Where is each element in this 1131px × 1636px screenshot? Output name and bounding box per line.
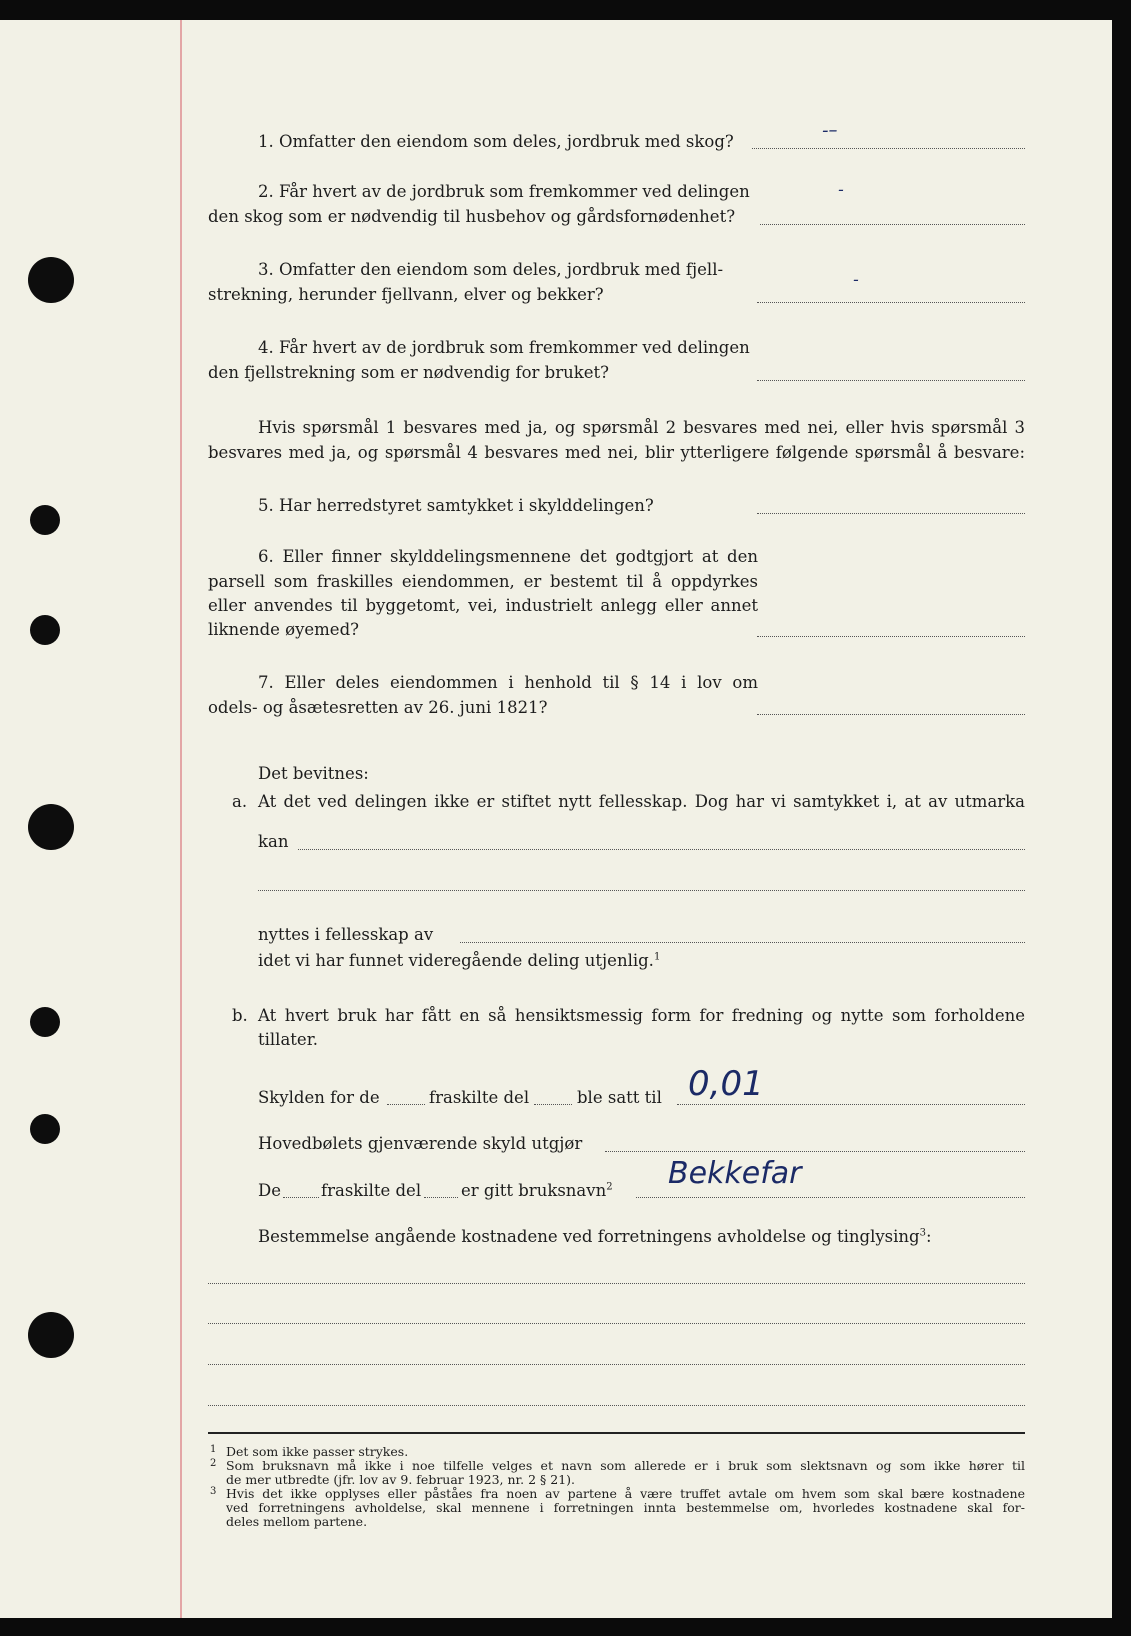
question-5: 5. Har herredstyret samtykket i skylddelingen? xyxy=(258,496,654,515)
skylden-label: Skylden for de xyxy=(258,1088,380,1107)
kan-label: kan xyxy=(258,832,289,851)
margin-line xyxy=(180,20,182,1618)
bestemmelse-line-3 xyxy=(208,1364,1025,1365)
de-blank-1 xyxy=(283,1197,319,1198)
answer-line-4 xyxy=(757,380,1025,381)
kan-line xyxy=(298,849,1025,850)
answer-2: - xyxy=(838,180,844,199)
condition-line-1: Hvis spørsmål 1 besvares med ja, og spørsmål 2 besvares med nei, eller hvis spørsmål 3 xyxy=(258,418,1025,437)
question-7-line-1: 7. Eller deles eiendommen i henhold til § 14 i lov om xyxy=(258,673,758,692)
answer-3: - xyxy=(853,270,859,289)
skylden-value: 0,01 xyxy=(688,1064,764,1104)
idet-text xyxy=(258,949,660,973)
nyttes-line xyxy=(460,942,1025,943)
footnote-ref-2: 2 xyxy=(606,1181,613,1193)
kan-line-2 xyxy=(258,890,1025,891)
bruksnavn-line xyxy=(636,1197,1025,1198)
footnote-3-line-1: Hvis det ikke opplyses eller påståes fra noen av partene å være truffet avtale om hvem som skal bære kostnadene xyxy=(226,1486,1025,1501)
question-7-line-2: odels- og åsætesretten av 26. juni 1821? xyxy=(208,698,548,717)
footnote-2-line-2: de mer utbredte (jfr. lov av 9. februar 1923, nr. 2 § 21). xyxy=(226,1472,576,1487)
ble-satt-label: ble satt til xyxy=(577,1088,662,1107)
bevitnes-b-line-2: tillater. xyxy=(258,1030,319,1049)
hovedbolet-label: Hovedbølets gjenværende skyld utgjør xyxy=(258,1134,583,1153)
idet-text-body: idet vi har funnet videregående deling utjenlig. xyxy=(258,951,654,970)
footnote-2-line-1: Som bruksnavn må ikke i noe tilfelle velges et navn som allerede er i bruk som slektsnavn og som ikke hører til xyxy=(226,1458,1025,1473)
punch-hole xyxy=(28,804,74,850)
punch-hole xyxy=(30,615,60,645)
nyttes-label: nyttes i fellesskap av xyxy=(258,925,434,944)
bruksnavn-label xyxy=(461,1179,613,1203)
punch-hole xyxy=(28,1312,74,1358)
punch-hole xyxy=(30,505,60,535)
answer-line-1 xyxy=(752,148,1025,149)
footnote-2-mark: 2 xyxy=(210,1458,217,1469)
fraskilte-label: fraskilte del xyxy=(429,1088,530,1107)
question-6-line-4: liknende øyemed? xyxy=(208,620,359,639)
answer-line-2 xyxy=(760,224,1025,225)
question-3-line-1: 3. Omfatter den eiendom som deles, jordbruk med fjell- xyxy=(258,260,724,279)
footnote-separator xyxy=(208,1432,1025,1434)
fraskilte-label-2: fraskilte del xyxy=(321,1181,422,1200)
skylden-blank-1 xyxy=(387,1104,425,1105)
footnote-1: Det som ikke passer strykes. xyxy=(226,1444,409,1459)
condition-line-2: besvares med ja, og spørsmål 4 besvares med nei, blir ytterligere følgende spørsmål å besvare: xyxy=(208,443,1025,462)
de-label: De xyxy=(258,1181,281,1200)
punch-hole xyxy=(30,1007,60,1037)
question-4-line-2: den fjellstrekning som er nødvendig for bruket? xyxy=(208,363,609,382)
skylden-blank-2 xyxy=(534,1104,572,1105)
punch-hole xyxy=(30,1114,60,1144)
document-page xyxy=(0,20,1112,1618)
answer-line-3 xyxy=(757,302,1025,303)
bevitnes-a-text: At det ved delingen ikke er stiftet nytt fellesskap. Dog har vi samtykket i, at av utmarka xyxy=(258,792,1025,811)
bestemmelse-line-2 xyxy=(208,1323,1025,1324)
bevitnes-a-label: a. xyxy=(232,792,248,811)
bestemmelse-colon: : xyxy=(925,1227,932,1246)
question-6-line-1: 6. Eller finner skylddelingsmennene det godtgjort at den xyxy=(258,547,758,566)
footnote-ref-1: 1 xyxy=(653,951,661,963)
hovedbolet-line xyxy=(605,1151,1025,1152)
footnote-ref-3: 3 xyxy=(919,1227,926,1239)
answer-1: -– xyxy=(822,120,838,141)
footnote-1-mark: 1 xyxy=(210,1444,217,1455)
answer-line-5 xyxy=(757,513,1025,514)
question-6-line-3: eller anvendes til byggetomt, vei, industrielt anlegg eller annet xyxy=(208,596,758,615)
bevitnes-heading: Det bevitnes: xyxy=(258,764,369,783)
bruksnavn-value: Bekkefar xyxy=(668,1156,802,1191)
question-2-line-2: den skog som er nødvendig til husbehov og gårdsfornødenhet? xyxy=(208,207,736,226)
bevitnes-b-label: b. xyxy=(232,1006,248,1025)
question-3-line-2: strekning, herunder fjellvann, elver og bekker? xyxy=(208,285,604,304)
question-2-line-1: 2. Får hvert av de jordbruk som fremkommer ved delingen xyxy=(258,182,750,201)
bestemmelse-line-1 xyxy=(208,1283,1025,1284)
footnote-3-line-2: ved forretningens avholdelse, skal mennene i forretningen innta bestemmelse om, hvorledes kostnadene skal for- xyxy=(226,1500,1025,1515)
bestemmelse-line-4 xyxy=(208,1405,1025,1406)
footnote-3-line-3: deles mellom partene. xyxy=(226,1514,368,1529)
question-6-line-2: parsell som fraskilles eiendommen, er bestemt til å oppdyrkes xyxy=(208,572,758,591)
question-4-line-1: 4. Får hvert av de jordbruk som fremkommer ved delingen xyxy=(258,338,750,357)
punch-hole xyxy=(28,257,74,303)
bestemmelse-label xyxy=(258,1225,932,1249)
bevitnes-b-line-1: At hvert bruk har fått en så hensiktsmessig form for fredning og nytte som forholdene xyxy=(258,1006,1025,1025)
skylden-value-line xyxy=(677,1104,1025,1105)
answer-line-6 xyxy=(757,636,1025,637)
de-blank-2 xyxy=(424,1197,458,1198)
footnote-3-mark: 3 xyxy=(210,1486,217,1497)
bruksnavn-label-text: er gitt bruksnavn xyxy=(461,1181,607,1200)
question-1: 1. Omfatter den eiendom som deles, jordbruk med skog? xyxy=(258,132,734,151)
bestemmelse-text: Bestemmelse angående kostnadene ved forretningens avholdelse og tinglysing xyxy=(258,1227,920,1246)
answer-line-7 xyxy=(757,714,1025,715)
